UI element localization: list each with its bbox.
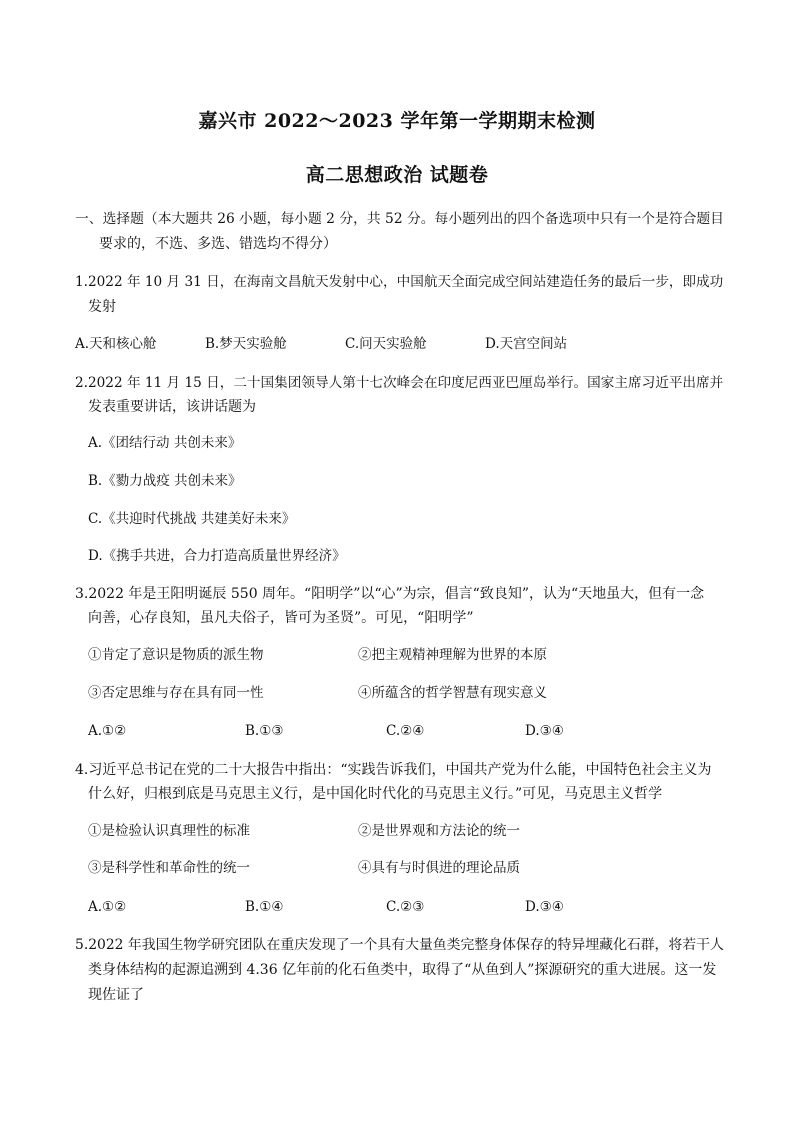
question-4-option-b: B.①④ [245,899,284,915]
question-4-statement-1: ①是检验认识真理性的标准 [88,823,250,839]
question-3-statement-3: ③否定思维与存在具有同一性 [88,685,264,701]
question-4-option-d: D.③④ [525,899,564,915]
question-4-line-2: 什么好，归根到底是马克思主义行，是中国化时代化的马克思主义行。”可见，马克思主义哲学 [88,786,663,802]
question-2-option-d: D.《携手共进，合力打造高质量世界经济》 [88,548,346,564]
question-3-statement-1: ①肯定了意识是物质的派生物 [88,647,264,663]
question-3-statement-2: ②把主观精神理解为世界的本原 [358,647,547,663]
question-4-statement-3: ③是科学性和革命性的统一 [88,860,250,876]
exam-title: 嘉兴市 2022～2023 学年第一学期期末检测 [198,110,596,132]
question-2-option-c: C.《共迎时代挑战 共建美好未来》 [88,511,296,527]
question-4-option-a: A.①② [88,899,127,915]
question-4-option-c: C.②③ [386,899,425,915]
question-2-option-b: B.《勠力战疫 共创未来》 [88,473,242,489]
section-instruction-line-1: 一、选择题（本大题共 26 小题，每小题 2 分，共 52 分。每小题列出的四个备选项中只有一个是符合题目 [75,211,724,227]
question-3-line-1: 3.2022 年是王阳明诞辰 550 周年。“阳明学”以“心”为宗，倡言“致良知”，认为“天地虽大，但有一念 [75,586,705,602]
question-3-option-c: C.②④ [386,723,425,739]
question-3-option-b: B.①③ [245,723,284,739]
exam-subtitle: 高二思想政治 试题卷 [305,164,489,186]
question-3-option-d: D.③④ [525,723,564,739]
question-3-statement-4: ④所蕴含的哲学智慧有现实意义 [358,685,547,701]
question-2-line-2: 发表重要讲话，该讲话题为 [88,399,256,415]
question-4-statement-2: ②是世界观和方法论的统一 [358,823,520,839]
question-1-option-a: A.天和核心舱 [75,336,157,352]
question-1-line-2: 发射 [88,299,116,315]
question-2-line-1: 2.2022 年 11 月 15 日，二十国集团领导人第十七次峰会在印度尼西亚巴厘岛举行。国家主席习近平出席并 [75,375,724,391]
question-1-option-b: B.梦天实验舱 [205,336,287,352]
question-2-option-a: A.《团结行动 共创未来》 [88,435,242,451]
question-1-option-d: D.天宫空间站 [485,336,568,352]
question-1-line-1: 1.2022 年 10 月 31 日，在海南文昌航天发射中心，中国航天全面完成空间站建造任务的最后一步，即成功 [75,274,724,290]
question-3-option-a: A.①② [88,723,127,739]
question-4-statement-4: ④具有与时俱进的理论品质 [358,860,520,876]
question-5-line-1: 5.2022 年我国生物学研究团队在重庆发现了一个具有大量鱼类完整身体保存的特异埋藏化石群，将若干人 [75,937,724,953]
question-4-line-1: 4.习近平总书记在党的二十大报告中指出：“实践告诉我们，中国共产党为什么能，中国特色社会主义为 [75,762,712,778]
section-instruction-line-2: 要求的，不选、多选、错选均不得分） [99,236,337,252]
question-3-line-2: 向善，心存良知，虽凡夫俗子，皆可为圣贤”。可见，“阳明学” [88,610,474,626]
question-1-option-c: C.问天实验舱 [345,336,427,352]
question-5-line-2: 类身体结构的起源追溯到 4.36 亿年前的化石鱼类中，取得了“从鱼到人”探源研究的重大进展。这一发 [88,962,717,978]
question-5-line-3: 现佐证了 [88,987,144,1003]
